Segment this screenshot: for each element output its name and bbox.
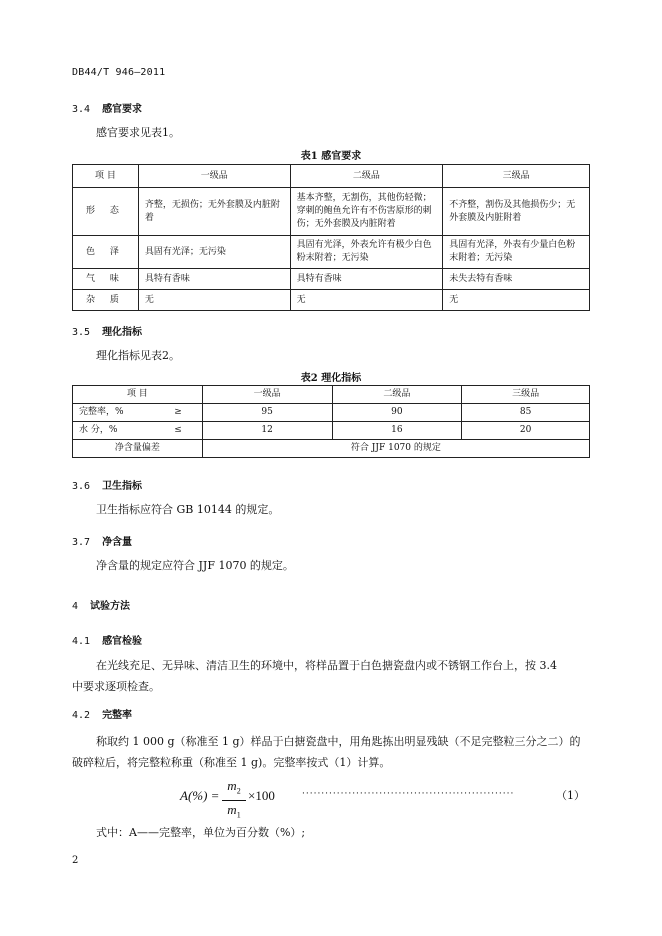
cell-grade1: 具固有光泽；无污染 xyxy=(138,236,290,269)
table-row xyxy=(73,236,590,269)
row-label: 气 味 xyxy=(73,269,139,290)
table-row xyxy=(73,188,590,236)
row-label: 形 态 xyxy=(73,188,139,236)
section-4-2-heading xyxy=(72,706,132,721)
row-label xyxy=(73,404,203,422)
formula-number: （1） xyxy=(556,789,585,802)
table-header-row xyxy=(73,165,590,188)
column-header: 三级品 xyxy=(462,386,590,404)
column-header: 项 目 xyxy=(73,386,203,404)
section-4-1-line-2: 中要求逐项检查。 xyxy=(72,680,160,693)
cell-grade1: 具特有香味 xyxy=(138,269,290,290)
cell-grade2: 具固有光泽，外表允许有极少白色粉末附着；无污染 xyxy=(290,236,443,269)
cell-grade3: 20 xyxy=(462,422,590,440)
section-3-4-heading xyxy=(72,100,142,115)
section-title: 净含量 xyxy=(102,537,133,548)
column-header: 一级品 xyxy=(202,386,332,404)
formula-where-clause: 式中：A——完整率，单位为百分数（%）; xyxy=(96,826,306,839)
column-header: 二级品 xyxy=(332,386,462,404)
comparison-operator: ≥ xyxy=(174,407,182,417)
standard-number: DB44/T 946—2011 xyxy=(72,67,166,78)
table-header-row xyxy=(73,386,590,404)
section-4-heading xyxy=(72,597,130,612)
section-3-4-intro: 感官要求见表1。 xyxy=(96,126,180,139)
section-3-6-heading xyxy=(72,477,142,492)
row-label: 净含量偏差 xyxy=(73,440,203,458)
cell-grade1: 齐整，无损伤；无外套膜及内脏附着 xyxy=(138,188,290,236)
physicochemical-table xyxy=(72,385,590,458)
section-number: 3.5 xyxy=(72,327,91,338)
formula-leader-dots: ······················································· xyxy=(302,789,515,799)
section-3-7-text: 净含量的规定应符合 JJF 1070 的规定。 xyxy=(96,559,294,572)
section-title: 理化指标 xyxy=(102,327,143,338)
sensory-requirements-table xyxy=(72,164,590,311)
net-content-value: 符合 JJF 1070 的规定 xyxy=(202,440,589,458)
section-3-5-heading xyxy=(72,323,142,338)
section-title: 感官要求 xyxy=(102,104,143,115)
table-2-caption: 表2 理化指标 xyxy=(300,373,362,384)
section-3-7-heading xyxy=(72,533,132,548)
section-4-1-line-1: 在光线充足、无异味、清洁卫生的环境中，将样品置于白色搪瓷盘内或不锈钢工作台上，按 3.4 xyxy=(96,659,557,672)
section-number: 4 xyxy=(72,601,79,612)
formula-rhs: ×100 xyxy=(248,788,275,803)
cell-grade1: 95 xyxy=(202,404,332,422)
section-number: 4.2 xyxy=(72,710,91,721)
section-title: 试验方法 xyxy=(90,601,131,612)
table-row xyxy=(73,290,590,311)
cell-grade2: 90 xyxy=(332,404,462,422)
section-title: 感官检验 xyxy=(102,636,143,647)
section-4-2-line-2: 破碎粒后，将完整粒称重（称准至 1 g)。完整率按式（1）计算。 xyxy=(72,756,391,769)
section-3-6-text: 卫生指标应符合 GB 10144 的规定。 xyxy=(96,503,280,516)
section-4-1-heading xyxy=(72,632,142,647)
formula-lhs: A(%) = xyxy=(180,788,220,803)
page-number: 2 xyxy=(72,855,79,866)
section-3-5-intro: 理化指标见表2。 xyxy=(96,349,180,362)
section-number: 4.1 xyxy=(72,636,91,647)
row-label: 色 泽 xyxy=(73,236,139,269)
cell-grade2: 无 xyxy=(290,290,443,311)
cell-grade2: 具特有香味 xyxy=(290,269,443,290)
cell-grade3: 具固有光泽，外表有少量白色粉末附着；无污染 xyxy=(443,236,590,269)
table-row xyxy=(73,440,590,458)
table-1-caption: 表1 感官要求 xyxy=(300,151,362,162)
row-label-text: 完整率，% xyxy=(79,407,124,417)
comparison-operator: ≤ xyxy=(174,425,182,435)
column-header: 二级品 xyxy=(290,165,443,188)
cell-grade3: 无 xyxy=(443,290,590,311)
column-header: 一级品 xyxy=(138,165,290,188)
formula-denominator: $m_1$ xyxy=(227,801,241,820)
cell-grade1: 无 xyxy=(138,290,290,311)
cell-grade2: 16 xyxy=(332,422,462,440)
section-number: 3.6 xyxy=(72,481,91,492)
formula-numerator: $m_2$ xyxy=(227,778,241,796)
column-header: 三级品 xyxy=(443,165,590,188)
table-row xyxy=(73,404,590,422)
cell-grade3: 未失去特有香味 xyxy=(443,269,590,290)
table-row xyxy=(73,269,590,290)
section-number: 3.4 xyxy=(72,104,91,115)
cell-grade2: 基本齐整，无割伤，其他伤轻微；穿刺的鲍鱼允许有不伤害原形的刺伤；无外套膜及内脏附着 xyxy=(290,188,443,236)
table-row xyxy=(73,422,590,440)
row-label-text: 水 分，% xyxy=(79,425,118,435)
row-label: 杂 质 xyxy=(73,290,139,311)
section-4-2-line-1: 称取约 1 000 g（称准至 1 g）样品于白搪瓷盘中，用角匙拣出明显残缺（不足完整粒三分之二）的 xyxy=(96,735,581,748)
cell-grade3: 85 xyxy=(462,404,590,422)
fraction-bar xyxy=(222,800,246,801)
row-label xyxy=(73,422,203,440)
section-number: 3.7 xyxy=(72,537,91,548)
section-title: 卫生指标 xyxy=(102,481,143,492)
cell-grade1: 12 xyxy=(202,422,332,440)
cell-grade3: 不齐整，割伤及其他损伤少；无外套膜及内脏附着 xyxy=(443,188,590,236)
formula-fraction xyxy=(222,778,246,822)
section-title: 完整率 xyxy=(102,710,133,721)
column-header: 项 目 xyxy=(73,165,139,188)
